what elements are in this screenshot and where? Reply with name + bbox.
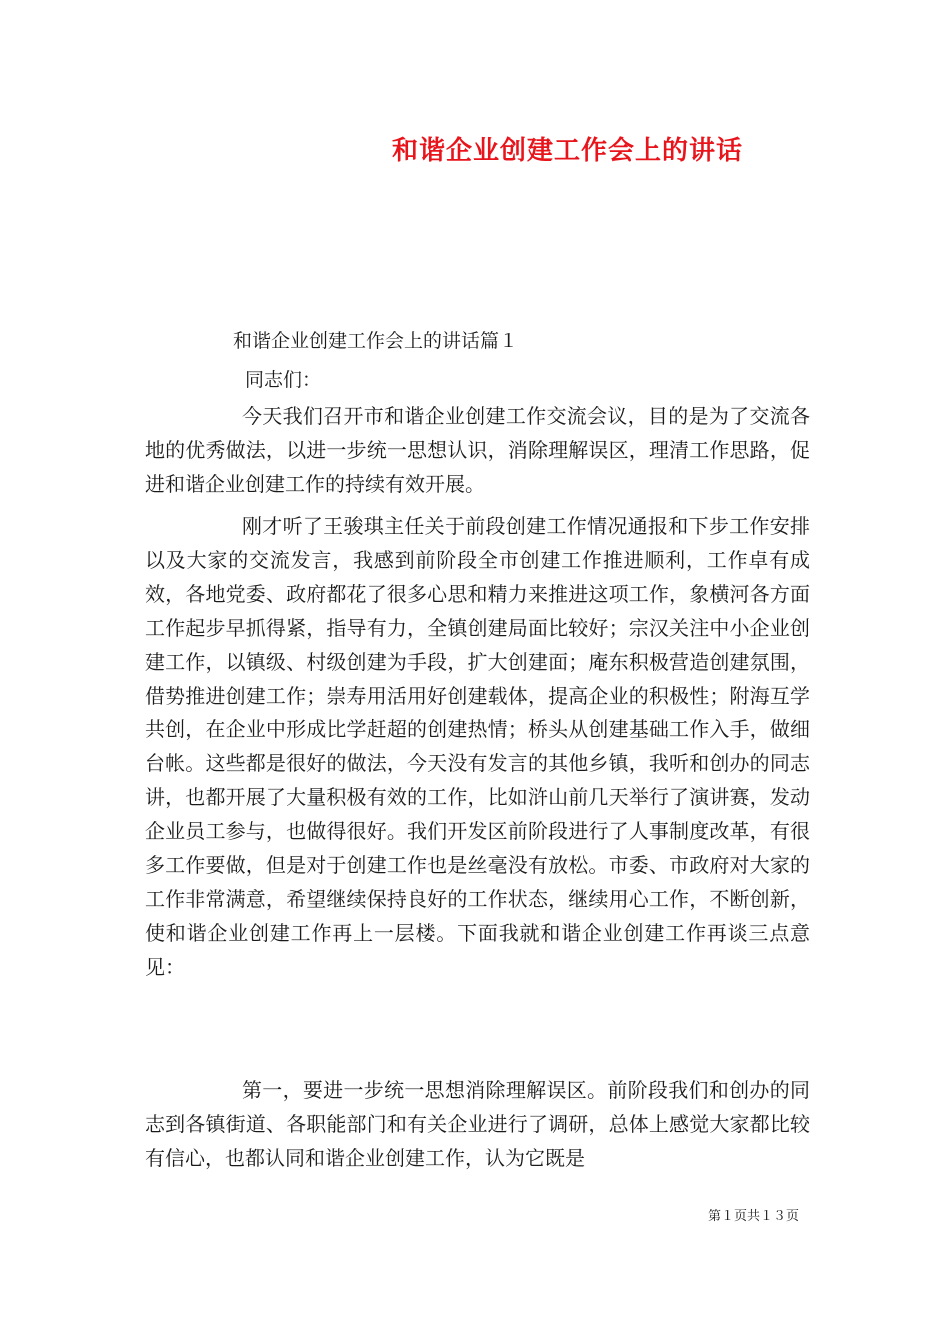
document-title: 和谐企业创建工作会上的讲话 [392, 136, 744, 166]
page-number-footer: 第１页共１３页 [708, 1209, 800, 1224]
body-paragraph: 刚才听了王骏琪主任关于前段创建工作情况通报和下步工作安排以及大家的交流发言，我感到前阶段全市创建工作推进顺利，工作卓有成效，各地党委、政府都花了很多心思和精力来推进这项工作，象横河各方面工作起步早抓得紧，指导有力，全镇创建局面比较好；宗汉关注中小企业创建工作，以镇级、村级创建为手段，扩大创建面；庵东积极营造创建氛围，借势推进创建工作；崇寿用活用好创建载体，提高企业的积极性；附海互学共创，在企业中形成比学赶超的创建热情；桥头从创建基础工作入手，做细台帐。这些都是很好的做法，今天没有发言的其他乡镇，我听和创办的同志讲，也都开展了大量积极有效的工作，比如浒山前几天举行了演讲赛，发动企业员工参与，也做得很好。我们开发区前阶段进行了人事制度改革，有很多工作要做，但是对于创建工作也是丝毫没有放松。市委、市政府对大家的工作非常满意，希望继续保持良好的工作状态，继续用心工作，不断创新，使和谐企业创建工作再上一层楼。下面我就和谐企业创建工作再谈三点意见： [145, 514, 810, 979]
body-paragraph: 今天我们召开市和谐企业创建工作交流会议，目的是为了交流各地的优秀做法，以进一步统一思想认识，消除理解误区，理清工作思路，促进和谐企业创建工作的持续有效开展。 [145, 404, 810, 496]
section-heading: 和谐企业创建工作会上的讲话篇１ [233, 330, 519, 352]
salutation: 同志们： [245, 369, 322, 391]
body-paragraph: 第一，要进一步统一思想消除理解误区。前阶段我们和创办的同志到各镇街道、各职能部门和有关企业进行了调研，总体上感觉大家都比较有信心，也都认同和谐企业创建工作，认为它既是 [145, 1078, 810, 1170]
